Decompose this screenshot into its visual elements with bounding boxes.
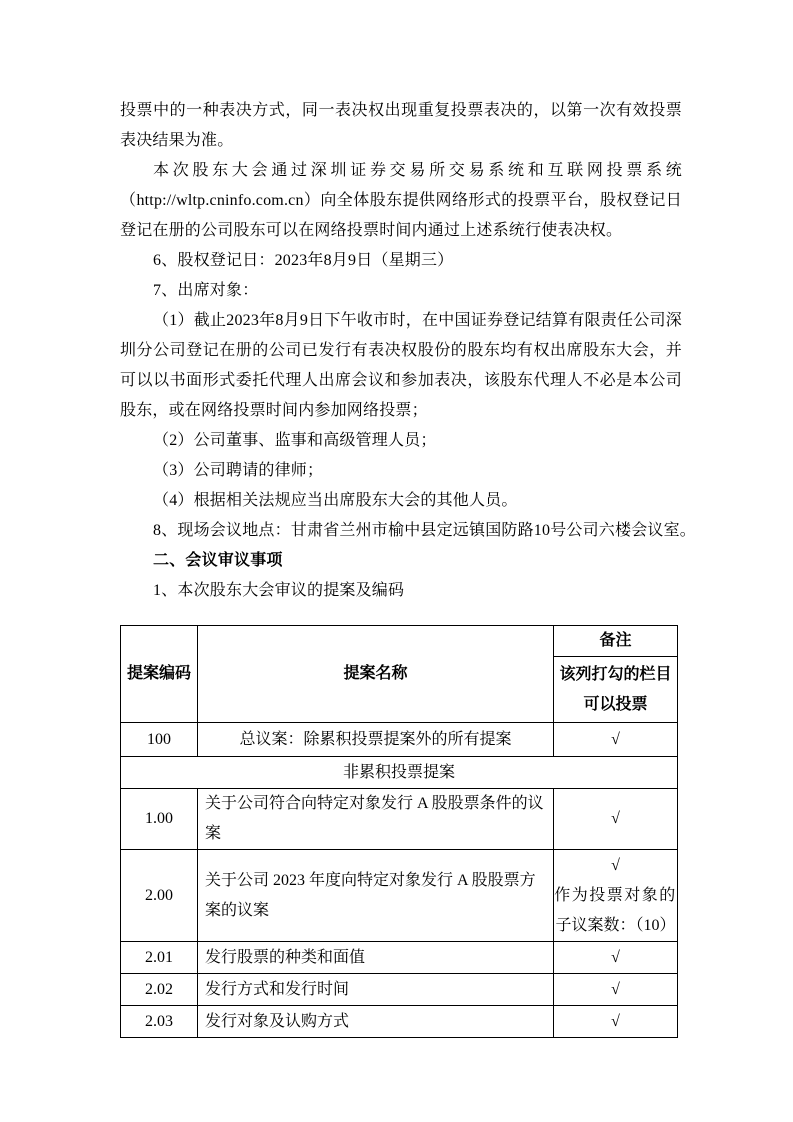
proposal-remark-cell: √: [554, 942, 678, 974]
table-row-1-00: [121, 789, 678, 850]
item-7-2-directors-supervisors: （2）公司董事、监事和高级管理人员；: [153, 432, 437, 449]
proposal-code-cell: 1.00: [121, 789, 198, 850]
item-6-record-date: 6、股权登记日：2023年8月9日（星期三）: [153, 252, 454, 269]
network-voting-text-after: 向全体股东提供网络形式的投票平台，股权登记日登记在册的公司股东可以在网络投票时间内通过上述系统行使表决权。: [120, 192, 682, 239]
proposal-remark-cell: √: [554, 789, 678, 850]
proposal-code-cell: 2.00: [121, 850, 198, 942]
remark-sub-proposal-note: 作为投票对象的: [554, 886, 677, 904]
section-2-heading: 二、会议审议事项: [153, 552, 283, 569]
item-8-meeting-venue: 8、现场会议地点：甘肃省兰州市榆中县定远镇国防路10号公司六楼会议室。: [153, 522, 697, 539]
item-7-3-lawyers: （3）公司聘请的律师；: [153, 462, 324, 479]
proposal-remark-cell: √: [554, 974, 678, 1006]
proposal-code-cell: 100: [121, 723, 198, 757]
col-header-proposal-name: 提案名称: [198, 626, 554, 723]
proposal-remark-cell: [554, 850, 678, 942]
col-header-remark-note: [554, 657, 678, 723]
col-header-remark: 备注: [554, 626, 678, 657]
remark-note-line-1: 该列打勾的栏目: [559, 665, 672, 683]
item-7-1-registered-shareholders: （1）截止2023年8月9日下午收市时，在中国证券登记结算有限责任公司深圳分公司登记在册的公司已发行有表决权股份的股东均有权出席股东大会，并可以以书面形式委托代理人出席会议和参加表决，该股东代理人不必是本公司股东，或在网络投票时间内参加网络投票；: [120, 312, 682, 419]
remark-note-line-2: 可以投票: [583, 695, 648, 713]
item-7-attendees-heading: 7、出席对象：: [153, 282, 259, 299]
paragraph-network-voting-platform: [120, 156, 682, 246]
table-row-non-cumulative-section: [121, 757, 678, 789]
proposal-name-cell: 发行对象及认购方式: [198, 1006, 554, 1038]
voting-platform-url: （http://wltp.cninfo.com.cn）: [120, 192, 321, 209]
proposal-code-cell: 2.01: [121, 942, 198, 974]
proposal-name-cell: 关于公司符合向特定对象发行 A 股股票条件的议案: [198, 789, 554, 850]
proposal-code-cell: 2.02: [121, 974, 198, 1006]
proposal-name-cell: 发行方式和发行时间: [198, 974, 554, 1006]
proposal-table: [120, 625, 678, 1038]
col-header-proposal-code: 提案编码: [121, 626, 198, 723]
proposal-name-cell: 关于公司 2023 年度向特定对象发行 A 股股票方案的议案: [198, 850, 554, 942]
item-1-proposals-heading: 1、本次股东大会审议的提案及编码: [153, 582, 405, 599]
remark-sub-proposal-count: 子议案数：（10）: [555, 916, 676, 934]
table-row-2-01: [121, 942, 678, 974]
remark-checkmark: √: [611, 856, 620, 874]
proposal-code-cell: 2.03: [121, 1006, 198, 1038]
table-row-2-00: [121, 850, 678, 942]
table-row-100: [121, 723, 678, 757]
network-voting-text-before: 本次股东大会通过深圳证券交易所交易系统和互联网投票系统: [153, 162, 682, 179]
proposal-name-cell: 总议案：除累积投票提案外的所有提案: [198, 723, 554, 757]
table-header-row-1: [121, 626, 678, 657]
table-row-2-02: [121, 974, 678, 1006]
merged-section-cell: 非累积投票提案: [121, 757, 678, 789]
proposal-remark-cell: √: [554, 723, 678, 757]
proposal-remark-cell: √: [554, 1006, 678, 1038]
paragraph-voting-method-continuation: 投票中的一种表决方式，同一表决权出现重复投票表决的，以第一次有效投票表决结果为准。: [120, 102, 682, 149]
proposal-name-cell: 发行股票的种类和面值: [198, 942, 554, 974]
item-7-4-other-persons: （4）根据相关法规应当出席股东大会的其他人员。: [153, 492, 518, 509]
table-row-2-03: [121, 1006, 678, 1038]
document-body: [120, 96, 697, 606]
